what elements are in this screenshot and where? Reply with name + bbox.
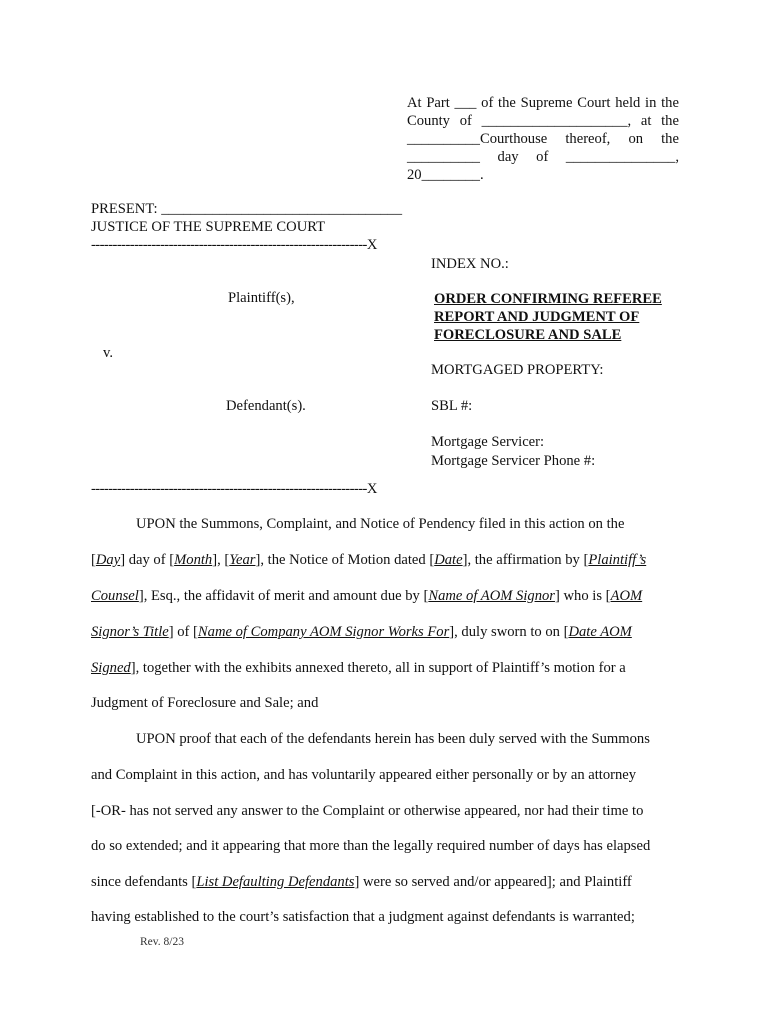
caption-word: of: [459, 113, 472, 129]
caption-line: [407, 112, 679, 130]
caption-word: of: [536, 149, 549, 165]
revision-footer: Rev. 8/23: [140, 936, 184, 948]
caption-divider-bottom: ----------------------------------------------------------------X: [91, 481, 377, 497]
caption-line: [407, 166, 679, 184]
body-line: Signed], together with the exhibits annexed thereto, all in support of Plaintiff’s motion for a: [91, 660, 626, 676]
caption-word: the: [498, 95, 516, 111]
placeholder-plaintiff-counsel: Counsel: [91, 588, 139, 604]
caption-word: Supreme: [520, 95, 573, 111]
caption-word: on: [628, 131, 644, 147]
caption-word: ____________________,: [481, 113, 632, 129]
placeholder-aom-title: AOM: [610, 588, 643, 604]
body-line: Counsel], Esq., the affidavit of merit and amount due by [Name of AOM Signor] who is [AOM: [91, 588, 643, 604]
caption-word: _______________,: [565, 149, 679, 165]
body-line: UPON the Summons, Complaint, and Notice of Pendency filed in this action on the: [136, 516, 625, 532]
placeholder-aom-signor: Name of AOM Signor: [428, 588, 555, 604]
caption-line: [407, 94, 679, 112]
placeholder-aom-title: Signor’s Title: [91, 624, 169, 640]
placeholder-date-aom-signed: Signed: [91, 660, 131, 676]
caption-word: Court: [577, 95, 611, 111]
body-line: and Complaint in this action, and has voluntarily appeared either personally or by an attorney: [91, 767, 637, 783]
caption-line: [407, 130, 679, 148]
placeholder-month: Month: [174, 552, 213, 568]
court-part-caption: [407, 94, 679, 184]
caption-word: held: [615, 95, 641, 111]
defendant-label: Defendant(s).: [226, 398, 306, 414]
placeholder-aom-company: Name of Company AOM Signor Works For: [197, 624, 450, 640]
versus-label: v.: [103, 345, 113, 361]
placeholder-day: Day: [95, 552, 121, 568]
title-line: REPORT AND JUDGMENT OF: [434, 309, 640, 325]
caption-word: 20________.: [407, 167, 484, 183]
body-line: having established to the court’s satisfaction that a judgment against defendants is warranted;: [91, 909, 635, 925]
body-line: Signor’s Title] of [Name of Company AOM Signor Works For], duly sworn to on [Date AOM: [91, 624, 632, 640]
body-line: do so extended; and it appearing that more than the legally required number of days has elapsed: [91, 838, 651, 854]
placeholder-date: Date: [434, 552, 463, 568]
mortgaged-property-label: MORTGAGED PROPERTY:: [431, 362, 604, 378]
caption-word: __________Courthouse: [407, 131, 548, 147]
caption-word: ___: [454, 95, 477, 111]
placeholder-defaulting-defendants: List Defaulting Defendants: [196, 874, 355, 890]
body-line: since defendants [List Defaulting Defendants] were so served and/or appeared]; and Plaintiff: [91, 874, 632, 890]
caption-word: the: [661, 131, 679, 147]
caption-word: __________: [407, 149, 480, 165]
body-line: UPON proof that each of the defendants herein has been duly served with the Summons: [136, 731, 650, 747]
caption-word: At: [407, 95, 422, 111]
caption-word: thereof,: [565, 131, 611, 147]
placeholder-plaintiff-counsel: Plaintiff’s: [588, 552, 647, 568]
placeholder-year: Year: [229, 552, 256, 568]
mortgage-servicer-phone-label: Mortgage Servicer Phone #:: [431, 453, 596, 469]
plaintiff-label: Plaintiff(s),: [228, 290, 295, 306]
body-line: Judgment of Foreclosure and Sale; and: [91, 695, 319, 711]
caption-word: of: [481, 95, 494, 111]
caption-word: the: [661, 113, 679, 129]
title-line: ORDER CONFIRMING REFEREE: [434, 291, 662, 307]
title-line: FORECLOSURE AND SALE: [434, 327, 622, 343]
caption-word: at: [640, 113, 652, 129]
caption-word: the: [661, 95, 679, 111]
caption-line: [407, 148, 679, 166]
index-no-label: INDEX NO.:: [431, 256, 509, 272]
mortgage-servicer-label: Mortgage Servicer:: [431, 434, 545, 450]
body-line: [Day] day of [Month], [Year], the Notice of Motion dated [Date], the affirmation by [Plaintiff’s: [91, 552, 647, 568]
caption-word: Part: [426, 95, 450, 111]
caption-word: in: [645, 95, 657, 111]
document-title: [434, 290, 662, 344]
present-line: PRESENT: _________________________________: [91, 201, 403, 217]
caption-word: County: [407, 113, 450, 129]
justice-label: JUSTICE OF THE SUPREME COURT: [91, 219, 326, 235]
body-line: [-OR- has not served any answer to the Complaint or otherwise appeared, nor had their time to: [91, 803, 644, 819]
sbl-label: SBL #:: [431, 398, 473, 414]
placeholder-date-aom-signed: Date AOM: [568, 624, 632, 640]
caption-divider-top: ----------------------------------------------------------------X: [91, 237, 377, 253]
caption-word: day: [497, 149, 519, 165]
